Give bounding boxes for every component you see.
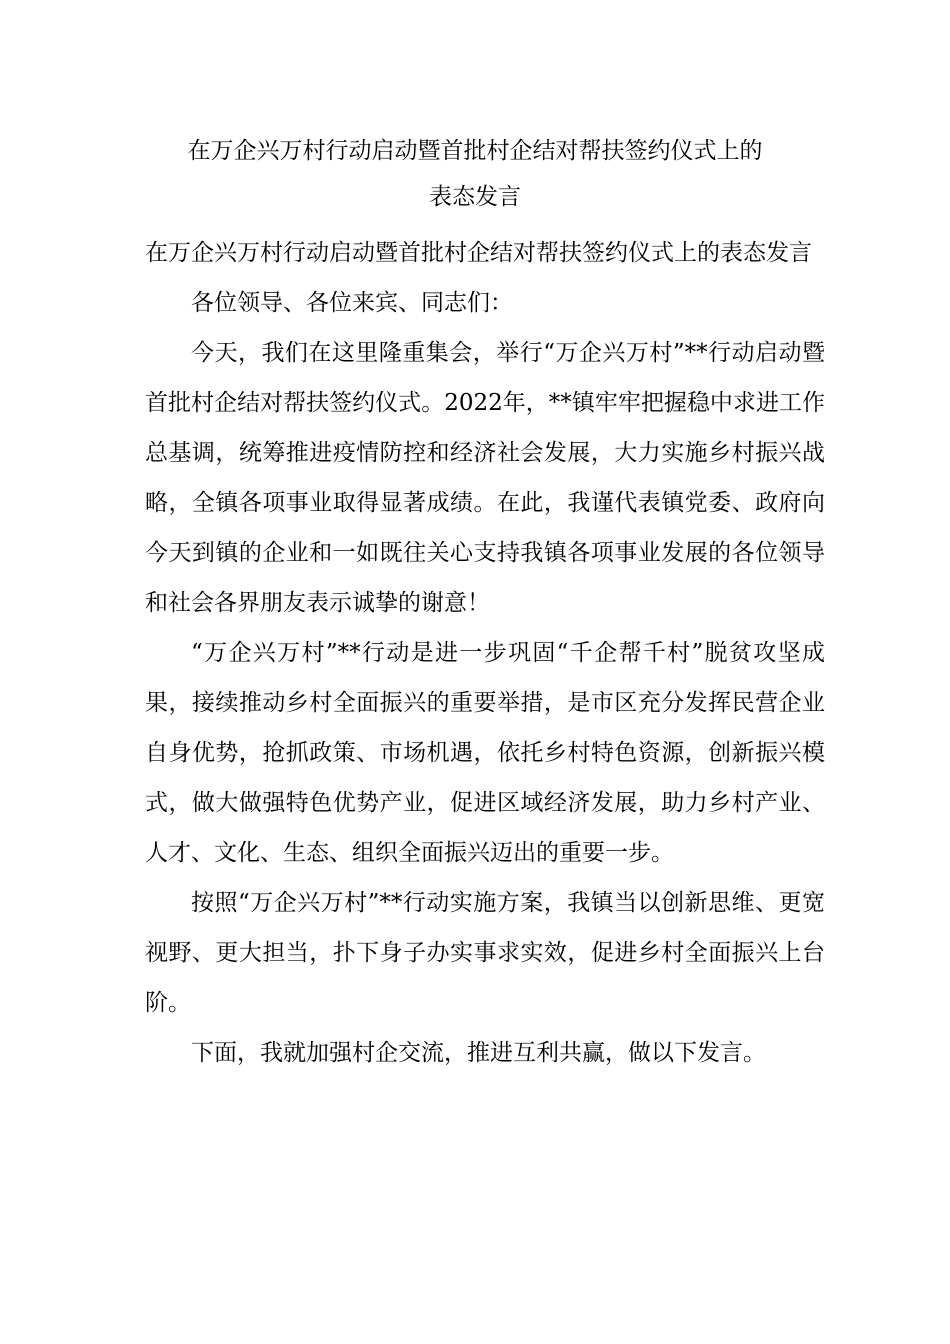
title-line-1: 在万企兴万村行动启动暨首批村企结对帮扶签约仪式上的 [187, 138, 763, 164]
body-paragraph-2: “万企兴万村”**行动是进一步巩固“千企帮千村”脱贫攻坚成果，接续推动乡村全面振兴的重要举措，是市区充分发挥民营企业自身优势，抢抓政策、市场机遇，依托乡村特色资源，创新振兴模式，做大做强特色优势产业，促进区域经济发展，助力乡村产业、人才、文化、生态、组织全面振兴迈出的重要一步。 [145, 640, 825, 866]
salutation-paragraph: 各位领导、各位来宾、同志们： [191, 290, 513, 316]
document-body [145, 228, 825, 1078]
document-title [0, 128, 950, 220]
body-paragraph-4: 下面，我就加强村企交流，推进互利共赢，做以下发言。 [191, 1040, 766, 1066]
body-paragraph-3: 按照“万企兴万村”**行动实施方案，我镇当以创新思维、更宽视野、更大担当，扑下身子办实事求实效，促进乡村全面振兴上台阶。 [145, 890, 825, 1016]
body-paragraph-1: 今天，我们在这里隆重集会，举行“万企兴万村”**行动启动暨首批村企结对帮扶签约仪式。2022年，**镇牢牢把握稳中求进工作总基调，统筹推进疫情防控和经济社会发展，大力实施乡村振兴战略，全镇各项事业取得显著成绩。在此，我谨代表镇党委、政府向今天到镇的企业和一如既往关心支持我镇各项事业发展的各位领导和社会各界朋友表示诚挚的谢意！ [145, 340, 825, 616]
title-line-2: 表态发言 [429, 184, 521, 210]
subtitle-paragraph: 在万企兴万村行动启动暨首批村企结对帮扶签约仪式上的表态发言 [145, 240, 812, 266]
